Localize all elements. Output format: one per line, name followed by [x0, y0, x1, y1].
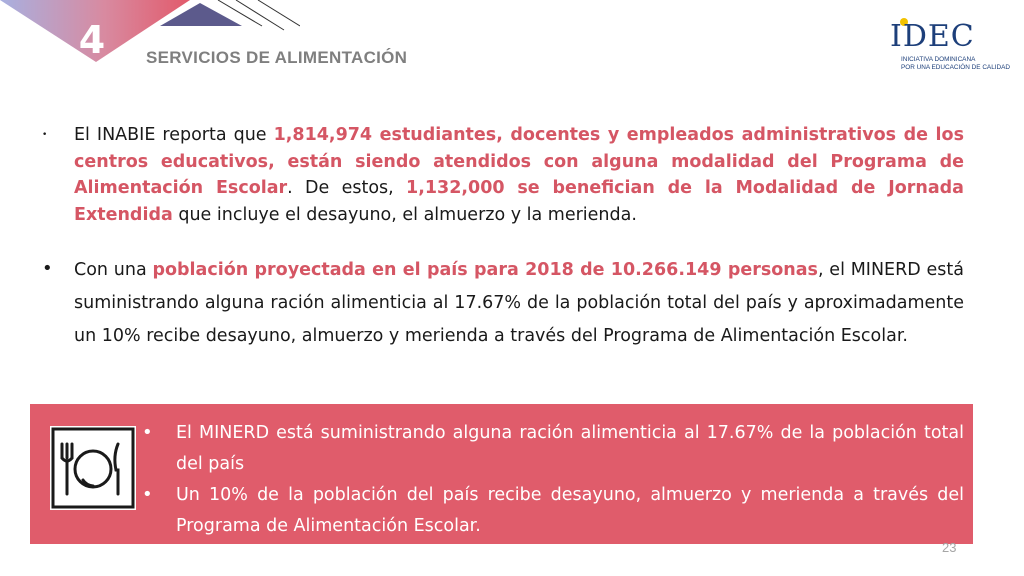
text-segment: que incluye el desayuno, el almuerzo y la merienda. — [172, 204, 637, 225]
bullet-item-poblacion — [36, 254, 964, 353]
text-segment: El INABIE reporta que — [74, 125, 274, 145]
logo-subtitle-line1: INICIATIVA DOMINICANA — [901, 56, 976, 63]
logo-subtitle-line2: POR UNA EDUCACIÓN DE CALIDAD — [901, 64, 1011, 71]
callout-text: El MINERD está suministrando alguna ración alimenticia al 17.67% de la población total del país — [176, 423, 964, 474]
highlight-segment: población proyectada en el país para 2018 de 10.266.149 personas — [152, 260, 818, 280]
text-segment: Con una — [74, 260, 153, 280]
text-segment: , el MINERD está suministrando alguna ración alimenticia al 17.67% de la población total del país y aproximadamente un 10% recibe desayuno, almuerzo y merienda a través del Programa de Alimentación Escolar. — [74, 260, 964, 346]
page-number: 23 — [942, 540, 957, 555]
idec-logo — [888, 18, 1018, 74]
logo-mark: IDEC — [890, 19, 975, 54]
bullet-dot-icon: • — [142, 484, 153, 505]
section-title: SERVICIOS DE ALIMENTACIÓN — [146, 48, 408, 67]
logo-subtitle — [901, 56, 1010, 72]
paragraph-poblacion — [74, 254, 964, 353]
paragraph-inabie — [74, 122, 964, 228]
summary-callout — [30, 404, 973, 544]
section-number: 4 — [78, 18, 106, 62]
highlight-segment: 1,814,974 estudiantes, docentes y empleados administrativos de los centros educativos, están siendo atendidos con alguna modalidad del Programa de Alimentación Escolar — [74, 125, 964, 198]
plate-cutlery-icon — [50, 426, 136, 510]
bullet-item-inabie — [36, 122, 964, 228]
callout-item — [138, 418, 964, 480]
highlight-segment: 1,132,000 se benefician de la Modalidad de Jornada Extendida — [74, 178, 964, 225]
corner-decoration — [0, 0, 300, 90]
bullet-dot-icon: • — [42, 258, 53, 279]
callout-item — [138, 480, 964, 542]
callout-text: Un 10% de la población del país recibe desayuno, almuerzo y merienda a través del Programa de Alimentación Escolar. — [176, 485, 964, 536]
bullet-dot-icon: • — [142, 422, 153, 443]
main-content — [36, 122, 964, 353]
callout-list — [138, 418, 964, 542]
text-segment: . De estos, — [287, 178, 407, 198]
bullet-dot-icon: • — [42, 130, 48, 140]
